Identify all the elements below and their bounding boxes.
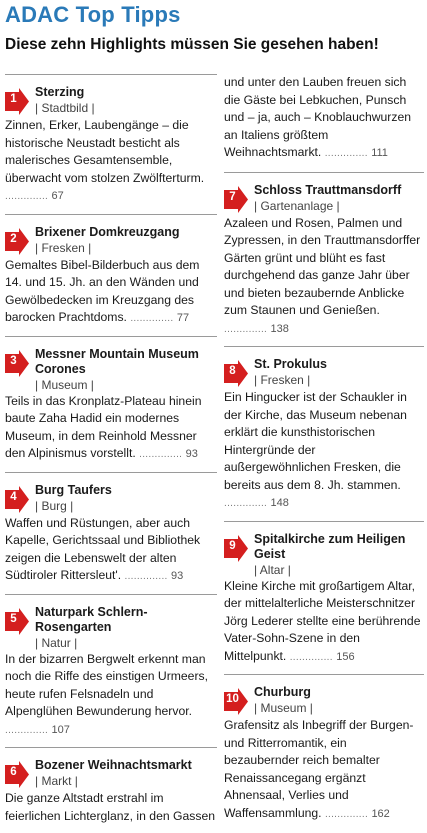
tip-number: 9 [229, 539, 236, 552]
tip-description [5, 790, 217, 825]
tip-number: 1 [10, 93, 17, 105]
tip-name: Burg Taufers [35, 482, 112, 497]
divider [5, 747, 217, 748]
tip-category: | Stadtbild | [35, 101, 95, 115]
number-badge-icon [5, 228, 29, 255]
tip-entry [5, 594, 217, 740]
tip-category: | Markt | [35, 774, 78, 788]
tip-description [224, 74, 424, 163]
number-badge-icon [224, 186, 248, 213]
tip-name: Schloss Trauttmansdorff [254, 182, 402, 197]
tip-number: 10 [226, 693, 239, 705]
tip-number: 3 [10, 354, 17, 367]
left-column [5, 74, 217, 833]
tip-category: | Museum | [254, 701, 313, 715]
tip-header [5, 756, 217, 790]
page-number: 138 [270, 322, 289, 335]
tip-name: St. Prokulus [254, 357, 327, 371]
page-number: 107 [51, 723, 70, 736]
tip-description-text: Waffen und Rüstungen, aber auch Kapelle, Gerichtssaal und Bibliothek zeigen die Lebenswelt der alten Südtiroler Rittersleut'. [5, 515, 201, 582]
tip-header [5, 603, 217, 651]
tip-description-text: Zinnen, Erker, Laubengänge – die historische Neustadt besticht als malerisches Gesamtensemble, überwacht vom stolzen Zwölfterturm. [5, 118, 205, 185]
divider [224, 521, 424, 522]
leader-dots: .............. [139, 449, 183, 460]
page-number: 156 [336, 650, 355, 663]
tip-category: | Gartenanlage | [254, 198, 340, 213]
tip-name: Naturpark Schlern-Rosengarten [35, 604, 148, 634]
tip-entry [224, 346, 424, 513]
tip-category: | Burg | [35, 498, 74, 513]
tip-description [5, 257, 217, 328]
tip-number: 2 [10, 232, 17, 245]
tip-entry [5, 336, 217, 464]
leader-dots: .............. [5, 191, 49, 202]
tip-description [5, 117, 217, 206]
number-badge-icon [224, 535, 248, 562]
divider [5, 74, 217, 75]
tip-description-text: Die ganze Altstadt erstrahl im feierlichen Lichterglanz, in den Gassen [5, 791, 216, 823]
tip-header [224, 683, 424, 717]
number-badge-icon [224, 688, 248, 715]
tip-category: | Fresken | [254, 373, 311, 387]
tip-description-text: Gemaltes Bibel-Bilderbuch aus dem 14. und 15. Jh. an den Wänden und Gewölbedecken im Kreuzgang des barocken Prachtdoms. [5, 257, 200, 324]
tip-description-text: In der bizarren Bergwelt erkennt man noch die Riffe des einstigen Urmeers, heute rufen Felsnadeln und Alpenglühen Bewunderung hervor. [5, 651, 209, 718]
leader-dots: .............. [5, 724, 49, 736]
tip-description-text: Kleine Kirche mit großartigem Altar, der mittelalterliche Meisterschnitzer Jörg Lederer stellte eine berührende Vater-Sohn-Szene in den Mittelpunkt. [224, 578, 421, 663]
tip-header [5, 481, 217, 515]
divider [224, 172, 424, 173]
page-number: 93 [171, 570, 184, 582]
tip-description [224, 578, 424, 667]
page-number: 77 [176, 312, 190, 324]
tip-header [5, 83, 217, 117]
tip-number: 5 [10, 612, 17, 625]
tip-header [5, 345, 217, 393]
divider [5, 336, 217, 337]
tip-header [224, 530, 424, 578]
tip-description [5, 651, 217, 740]
tip-name: Churburg [254, 685, 311, 699]
tip-name: Brixener Domkreuzgang [35, 224, 180, 239]
tip-description-text: und unter den Lauben freuen sich die Gäste bei Lebkuchen, Punsch und – ja, auch – Knoblauchwurzen an Italiens größtem Weihnachtsmarkt. [224, 75, 412, 159]
leader-dots: .............. [324, 808, 369, 820]
divider [224, 674, 424, 675]
page-number: 93 [185, 448, 198, 460]
leader-dots: .............. [324, 148, 368, 159]
divider [5, 594, 217, 595]
leader-dots: .............. [130, 313, 174, 324]
number-badge-icon [5, 761, 29, 788]
tip-entry [224, 521, 424, 667]
tip-number: 6 [10, 766, 17, 778]
divider [5, 472, 217, 473]
number-badge-icon [5, 88, 29, 115]
tip-description-text: Azaleen und Rosen, Palmen und Zypressen, in den Trauttmansdorffer Gärten grünt und blüht es fast durchgehend das ganze Jahr über und bieten bezaubernde Anblicke zum Staunen und Genießen. [224, 215, 421, 317]
tip-description-text: Ein Hingucker ist der Schaukler in der Kirche, das Museum nebenan erklärt die kunsthistorischen Hintergründe der außergewöhnlichen Fresken, die bereits aus dem 8. Jh. stammen. [224, 390, 407, 492]
tip-category: | Natur | [35, 635, 78, 650]
tip-header [5, 223, 217, 257]
page-title: ADAC Top Tipps [5, 2, 181, 27]
tip-entry [5, 214, 217, 328]
tip-number: 8 [229, 365, 236, 377]
leader-dots: .............. [224, 498, 268, 509]
tip-entry [224, 74, 424, 163]
divider [5, 214, 217, 215]
tip-description [224, 717, 424, 823]
number-badge-icon [5, 608, 29, 635]
tip-description [5, 393, 217, 464]
tip-header [224, 181, 424, 215]
tip-description-text: Teils in das Kronplatz-Plateau hinein baute Zaha Hadid ein modernes Museum, in dem Reinhold Messner den Alpinismus vorstellt. [5, 393, 202, 460]
leader-dots: .............. [124, 571, 168, 582]
tip-number: 4 [10, 490, 17, 503]
tip-entry [5, 74, 217, 206]
tip-category: | Museum | [35, 377, 94, 392]
tip-description [5, 515, 217, 586]
tip-description [224, 215, 424, 339]
tip-entry [224, 172, 424, 339]
leader-dots: .............. [224, 323, 268, 335]
tip-category: | Fresken | [35, 240, 92, 255]
tip-number: 7 [229, 190, 236, 203]
tip-name: Sterzing [35, 85, 85, 99]
tip-entry [5, 747, 217, 825]
tip-name: Bozener Weihnachtsmarkt [35, 758, 192, 772]
page-number: 162 [371, 807, 390, 820]
right-column [224, 74, 424, 831]
number-badge-icon [5, 486, 29, 513]
page-number: 148 [270, 497, 289, 509]
tip-header [224, 355, 424, 389]
page-number: 67 [51, 190, 64, 202]
divider [224, 346, 424, 347]
leader-dots: .............. [289, 651, 333, 663]
number-badge-icon [224, 360, 248, 387]
tip-description-text: Grafensitz als Inbegriff der Burgen- und Ritterromantik, ein bezaubernder reich bemalter Renaissancegang ergänzt Ahnensaal, Verlies und Waffensammlung. [224, 718, 414, 820]
page-number: 111 [371, 147, 388, 159]
tip-description [224, 389, 424, 513]
tip-name: Messner Mountain Museum Corones [35, 346, 199, 376]
number-badge-icon [5, 350, 29, 377]
tip-name: Spitalkirche zum Heiligen Geist [254, 531, 406, 561]
tip-entry [5, 472, 217, 586]
tip-category: | Altar | [254, 562, 291, 577]
page-subtitle: Diese zehn Highlights müssen Sie gesehen haben! [5, 36, 379, 53]
tip-entry [224, 674, 424, 823]
